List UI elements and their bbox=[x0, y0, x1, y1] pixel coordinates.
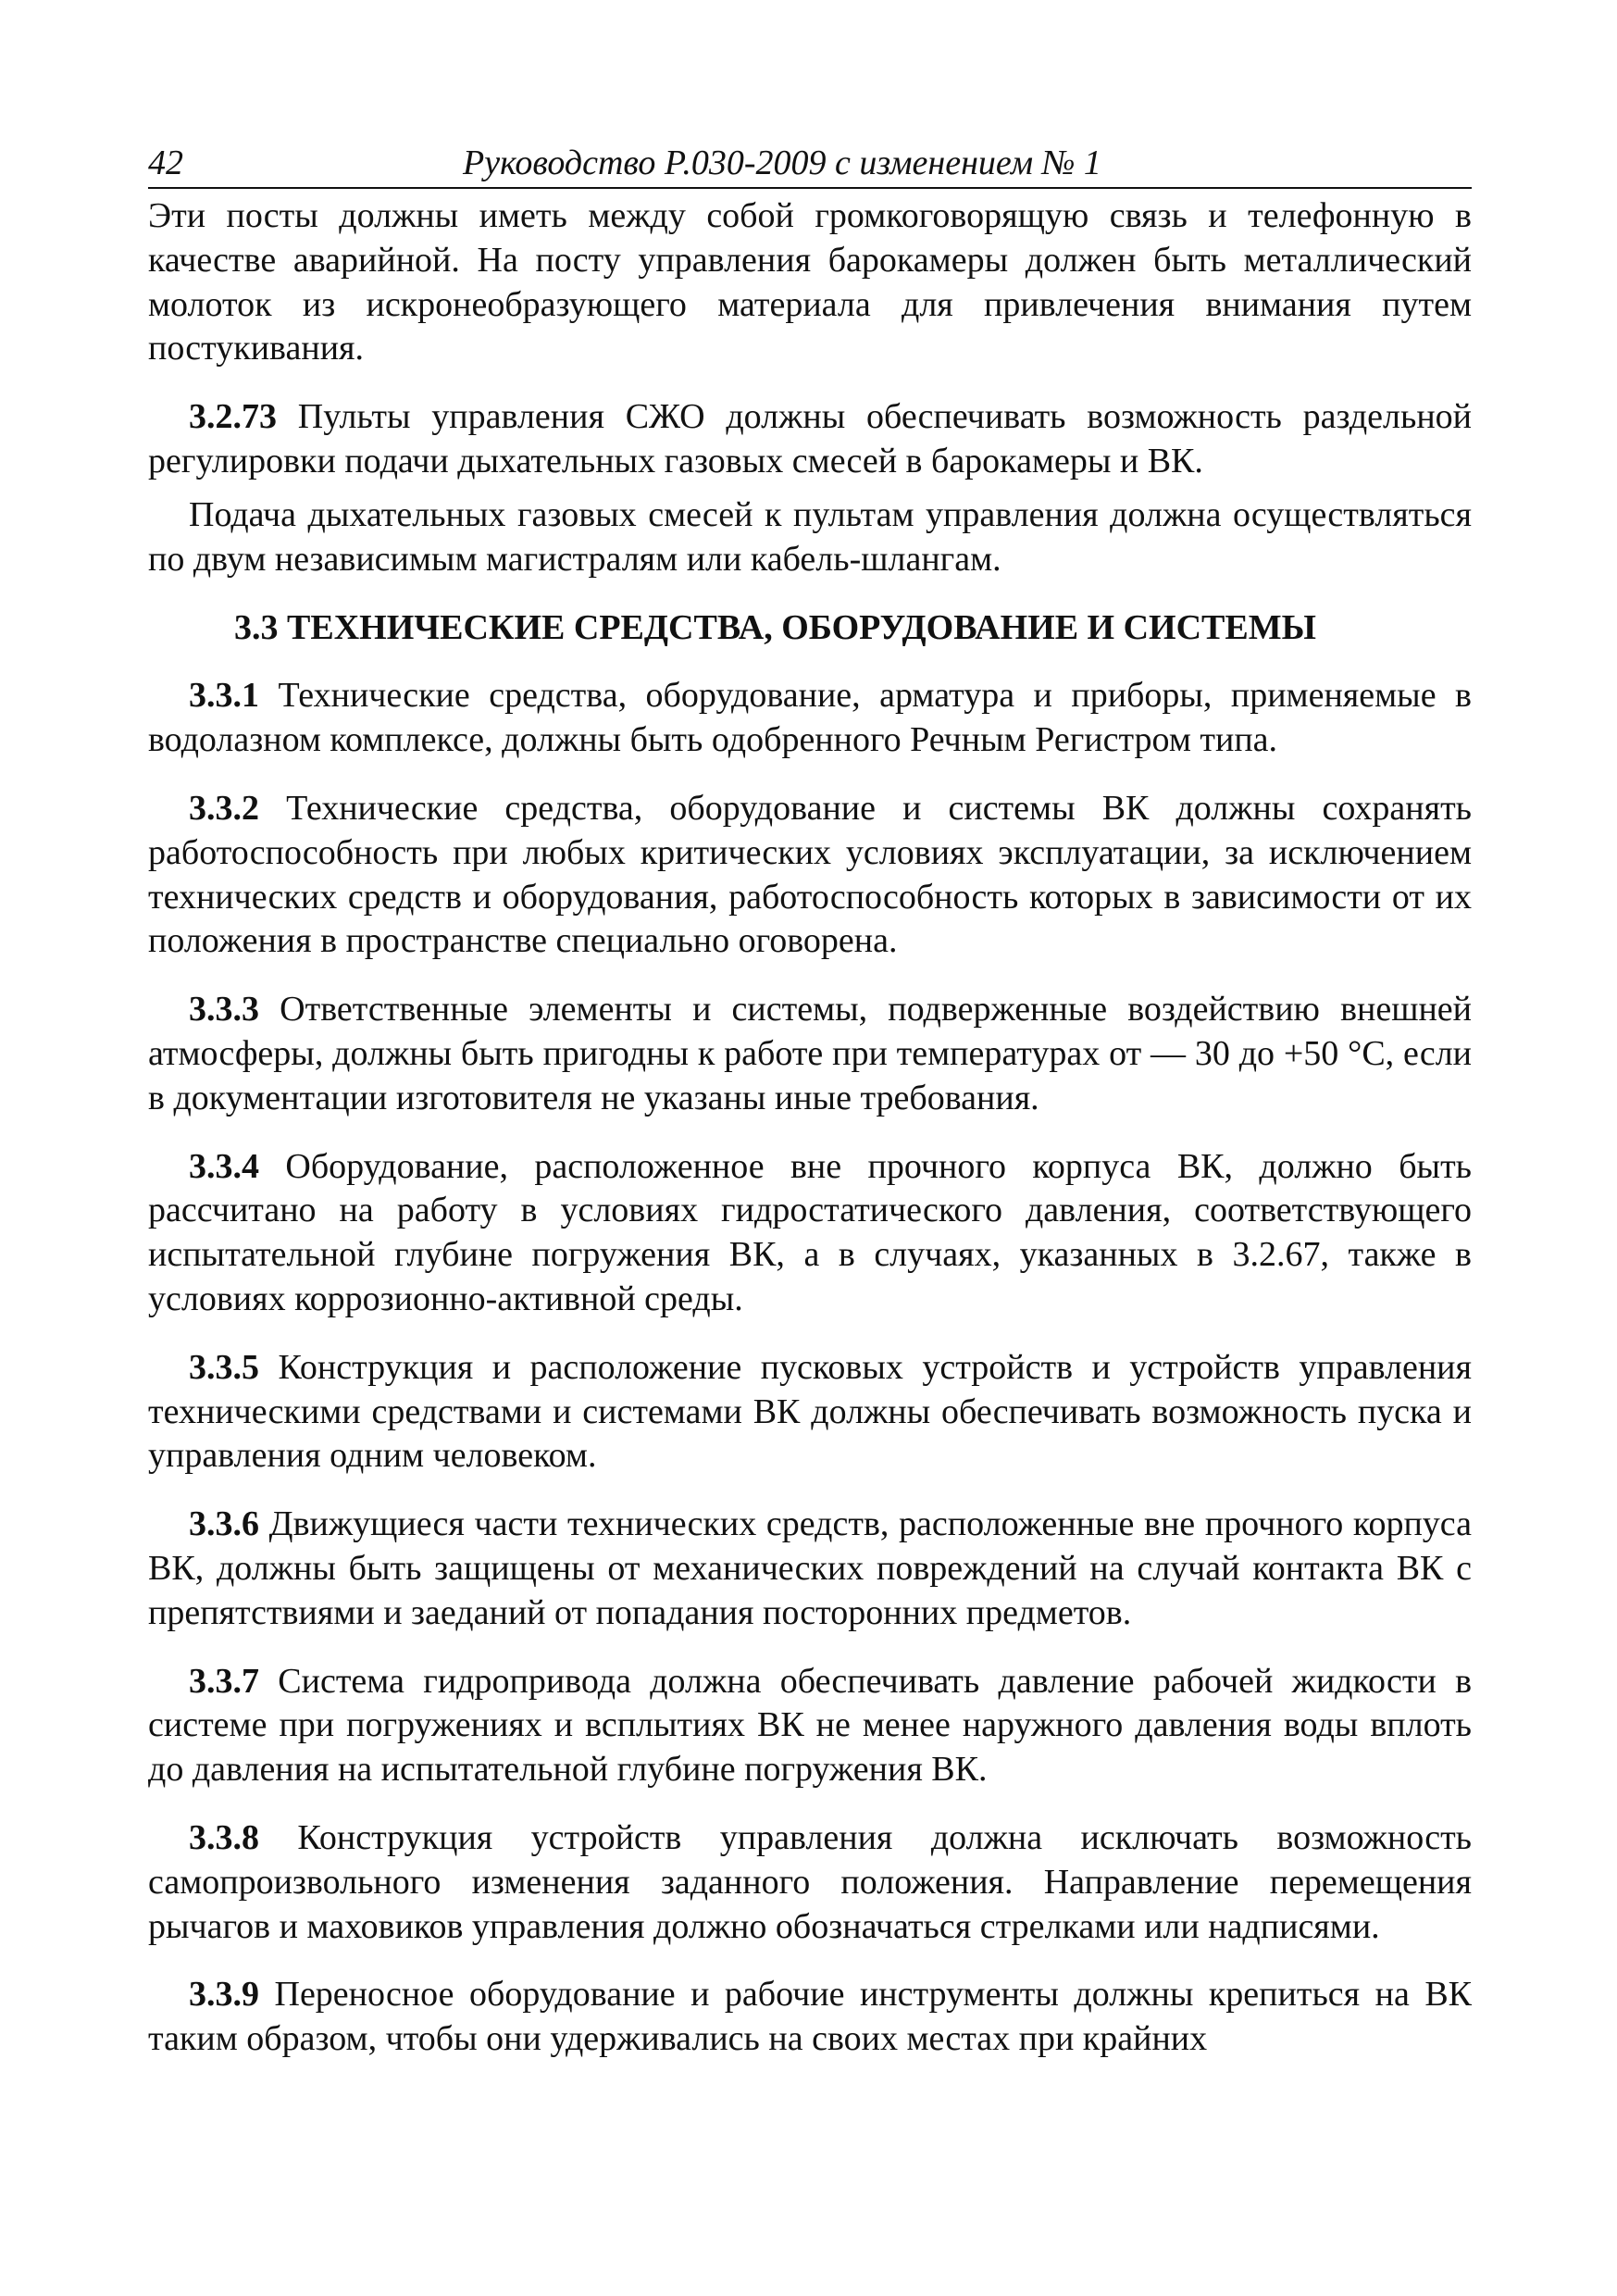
paragraph-3-3-1 bbox=[148, 674, 1472, 763]
clause-number: 3.3.3 bbox=[189, 990, 259, 1029]
paragraph-text: Эти посты должны иметь между собой громкоговорящую связь и телефонную в качестве аварийной. На посту управления барокамеры должен быть металлический молоток из искронеобразующего материала для привлечения внимания путем постукивания. bbox=[148, 196, 1472, 368]
clause-number: 3.2.73 bbox=[189, 397, 277, 437]
paragraph-3-3-6 bbox=[148, 1503, 1472, 1635]
paragraph-3-3-8 bbox=[148, 1816, 1472, 1949]
paragraph-text: Пульты управления СЖО должны обеспечивать возможность раздельной регулировки подачи дыхательных газовых смесей в барокамеры и ВК. bbox=[148, 397, 1473, 480]
paragraph-text: Переносное оборудование и рабочие инструменты должны крепиться на ВК таким образом, чтобы они удерживались на своих местах при крайних bbox=[148, 1975, 1473, 2059]
document-page bbox=[148, 139, 1472, 2086]
paragraph-text: Технические средства, оборудование, арматура и приборы, применяемые в водолазном комплексе, должны быть одобренного Речным Регистром типа. bbox=[148, 676, 1472, 760]
paragraph-text: Движущиеся части технических средств, расположенные вне прочного корпуса ВК, должны быть защищены от механических повреждений на случай контакта ВК с препятствиями и заеданий от попадания посторонних предметов. bbox=[148, 1504, 1472, 1632]
clause-number: 3.3.1 bbox=[189, 676, 259, 716]
paragraph-text: Конструкция и расположение пусковых устройств и устройств управления техническими средствами и системами ВК должны обеспечивать возможность пуска и управления одним человеком. bbox=[148, 1347, 1472, 1476]
paragraph-text: Система гидропривода должна обеспечивать давление рабочей жидкости в системе при погружениях и всплытиях ВК не менее наружного давления воды вплоть до давления на испытательной глубине погружения ВК. bbox=[148, 1661, 1473, 1790]
clause-number: 3.3.9 bbox=[189, 1975, 259, 2015]
clause-number: 3.3.5 bbox=[189, 1347, 259, 1387]
clause-number: 3.3.7 bbox=[189, 1661, 259, 1701]
clause-number: 3.3.2 bbox=[189, 788, 259, 828]
paragraph-3-3-2 bbox=[148, 787, 1472, 964]
paragraph-3-3-5 bbox=[148, 1346, 1472, 1479]
page-body bbox=[148, 194, 1472, 2062]
paragraph-text: Ответственные элементы и системы, подверженные воздействию внешней атмосферы, должны быть пригодны к работе при температурах от — 30 до +50 °С, если в документации изготовителя не указаны иные требования. bbox=[148, 990, 1473, 1117]
paragraph-text: Технические средства, оборудование и системы ВК должны сохранять работоспособность при любых критических условиях эксплуатации, за исключением технических средств и оборудования, работоспособность которых в зависимости от их положения в пространстве специально оговорена. bbox=[148, 788, 1473, 961]
paragraph-text: Конструкция устройств управления должна исключать возможность самопроизвольного изменения заданного положения. Направление перемещения рычагов и маховиков управления должно обозначаться стрелками или надписями. bbox=[148, 1817, 1473, 1946]
section-heading: 3.3 ТЕХНИЧЕСКИЕ СРЕДСТВА, ОБОРУДОВАНИЕ И СИСТЕМЫ bbox=[234, 608, 1316, 648]
page-header bbox=[148, 139, 1472, 189]
clause-number: 3.3.8 bbox=[189, 1817, 259, 1857]
paragraph-3-3-3 bbox=[148, 988, 1472, 1120]
paragraph-3-3-4 bbox=[148, 1145, 1472, 1322]
paragraph-3-3-9 bbox=[148, 1973, 1472, 2062]
clause-number: 3.3.4 bbox=[189, 1146, 259, 1186]
page-number: 42 bbox=[148, 144, 183, 182]
paragraph-text: Оборудование, расположенное вне прочного корпуса ВК, должно быть рассчитано на работу в условиях гидростатического давления, соответствующего испытательной глубине погружения ВК, а в случаях, указанных в 3.2.67, также в условиях коррозионно-активной среды. bbox=[148, 1146, 1473, 1318]
paragraph-3-3-7 bbox=[148, 1660, 1472, 1792]
paragraph-3-2-73 bbox=[148, 395, 1472, 484]
paragraph-3-2-73-b bbox=[148, 493, 1472, 582]
running-title: Руководство Р.030-2009 с изменением № 1 bbox=[463, 144, 1101, 182]
clause-number: 3.3.6 bbox=[189, 1504, 259, 1544]
paragraph-text: Подача дыхательных газовых смесей к пультам управления должна осуществляться по двум независимым магистралям или кабель-шлангам. bbox=[148, 494, 1472, 579]
paragraph-continuation bbox=[148, 194, 1472, 371]
